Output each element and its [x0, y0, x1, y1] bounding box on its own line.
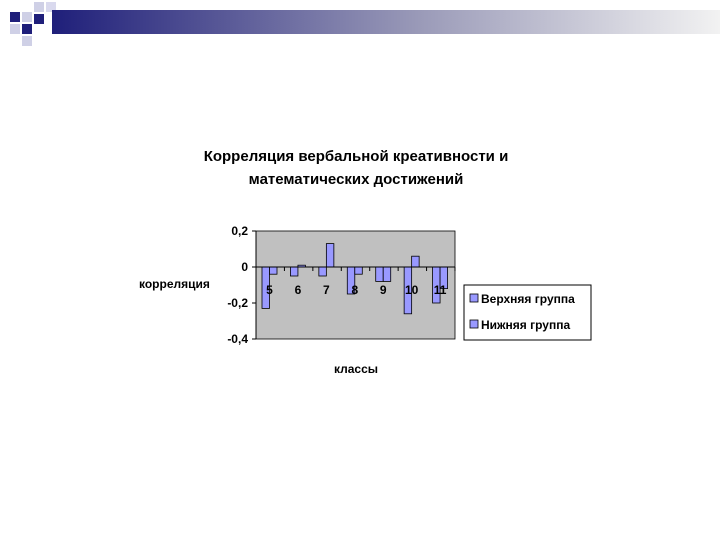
bar-upper-6: [290, 267, 298, 276]
legend-swatch-lower: [470, 320, 478, 328]
x-category-label: 9: [379, 283, 387, 297]
legend: [464, 285, 591, 340]
legend-label-lower: Нижняя группа: [481, 318, 571, 332]
y-tick-label: -0,2: [227, 296, 248, 310]
x-category-label: 5: [266, 283, 273, 297]
chart-title-line-1: Корреляция вербальной креативности и: [203, 148, 509, 165]
x-category-label: 10: [404, 283, 419, 297]
x-axis-label: классы: [333, 362, 379, 376]
bar-upper-7: [319, 267, 327, 276]
x-category-label: 11: [433, 283, 447, 297]
legend-swatch-upper: [470, 294, 478, 302]
bar-upper-9: [376, 267, 384, 281]
legend-label-upper: Верхняя группа: [481, 292, 575, 306]
bar-lower-10: [412, 256, 420, 267]
bar-lower-7: [326, 244, 334, 267]
x-category-label: 8: [351, 283, 359, 297]
axis-ticks: [227, 224, 256, 346]
y-tick-label: 0: [241, 260, 248, 274]
y-tick-label: 0,2: [231, 224, 248, 238]
y-axis-label: корреляция: [139, 277, 210, 291]
chart-title-line-2: математических достижений: [248, 171, 464, 188]
x-category-label: 6: [294, 283, 302, 297]
bar-lower-9: [383, 267, 391, 281]
bar-lower-8: [355, 267, 363, 274]
y-tick-label: -0,4: [227, 332, 248, 346]
bar-lower-5: [270, 267, 278, 274]
x-category-label: 7: [323, 283, 330, 297]
